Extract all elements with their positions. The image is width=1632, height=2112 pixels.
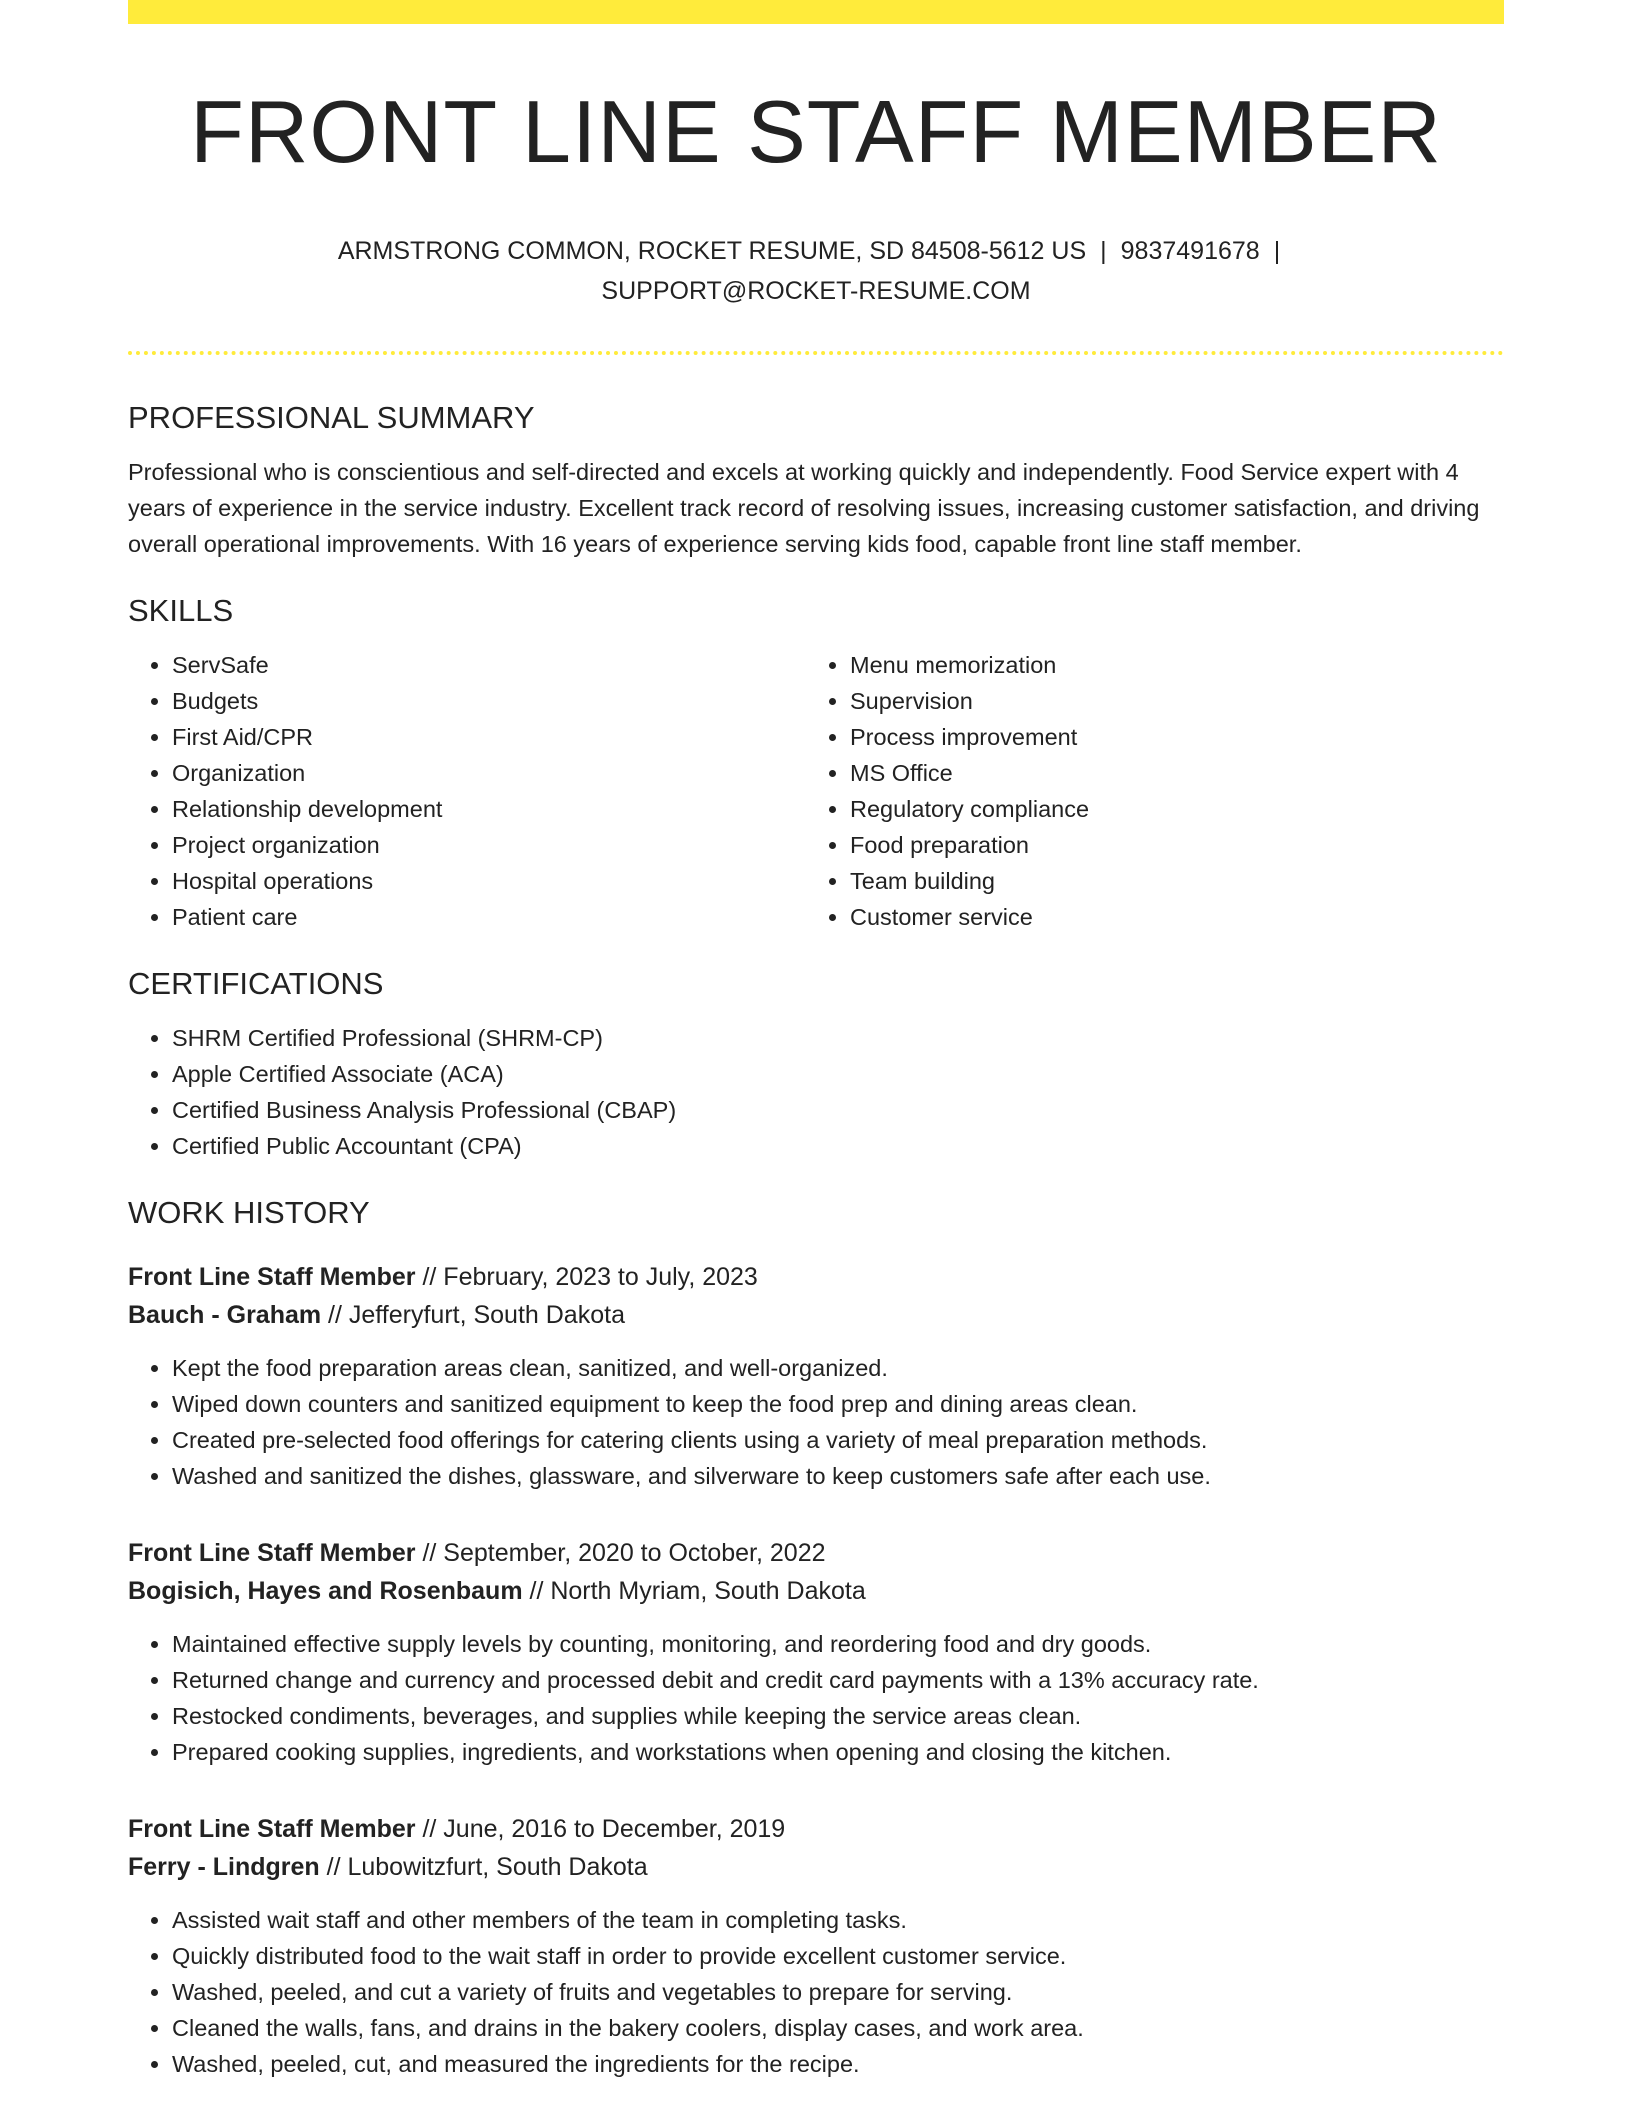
job-title: Front Line Staff Member xyxy=(128,1814,416,1843)
job-location: // Jefferyfurt, South Dakota xyxy=(321,1300,625,1329)
job-location: // North Myriam, South Dakota xyxy=(522,1576,866,1605)
job-bullet: • Quickly distributed food to the wait staff in order to provide excellent customer service. xyxy=(172,1938,1504,1974)
job-bullet: • Assisted wait staff and other members of the team in completing tasks. xyxy=(172,1902,1504,1938)
skills-heading: SKILLS xyxy=(128,592,234,628)
skill-item: • MS Office xyxy=(850,755,1484,791)
job-bullet: • Washed, peeled, cut, and measured the ingredients for the recipe. xyxy=(172,2046,1504,2082)
job-title: Front Line Staff Member xyxy=(128,1262,416,1291)
job-bullet: • Wiped down counters and sanitized equipment to keep the food prep and dining areas clean. xyxy=(172,1386,1504,1422)
skill-item: • Supervision xyxy=(850,683,1484,719)
skill-item: • Regulatory compliance xyxy=(850,791,1484,827)
skill-item: • Budgets xyxy=(172,683,806,719)
job-bullet: • Washed and sanitized the dishes, glassware, and silverware to keep customers safe after each use. xyxy=(172,1458,1504,1494)
contact-separator: | xyxy=(1273,236,1281,265)
job-bullet: • Prepared cooking supplies, ingredients, and workstations when opening and closing the kitchen. xyxy=(172,1734,1504,1770)
skills-list-right xyxy=(806,647,1484,935)
job-company-line xyxy=(128,1848,1504,1886)
job-bullets xyxy=(128,1626,1504,1770)
skill-item: • Team building xyxy=(850,863,1484,899)
job-entry xyxy=(128,1810,1504,2082)
job-bullet: • Restocked condiments, beverages, and supplies while keeping the service areas clean. xyxy=(172,1698,1504,1734)
certification-item: • Apple Certified Associate (ACA) xyxy=(172,1056,1504,1092)
skills-grid xyxy=(128,647,1504,935)
job-entry xyxy=(128,1534,1504,1770)
email: SUPPORT@ROCKET-RESUME.COM xyxy=(601,276,1031,305)
job-bullet: • Created pre-selected food offerings for catering clients using a variety of meal preparation methods. xyxy=(172,1422,1504,1458)
job-title-line xyxy=(128,1258,1504,1296)
job-company: Bogisich, Hayes and Rosenbaum xyxy=(128,1576,523,1605)
summary-text: Professional who is conscientious and self-directed and excels at working quickly and independently. Food Service expert with 4 years of experience in the service industry. Excellent track record of resolving issues, increasing customer satisfaction, and driving overall operational improvements. With 16 years of experience serving kids food, capable front line staff member. xyxy=(128,458,1480,557)
job-dates: // June, 2016 to December, 2019 xyxy=(415,1814,786,1843)
skill-item: • Patient care xyxy=(172,899,806,935)
skill-item: • Food preparation xyxy=(850,827,1484,863)
certifications-list xyxy=(128,1020,1504,1164)
job-bullet: • Kept the food preparation areas clean, sanitized, and well-organized. xyxy=(172,1350,1504,1386)
job-title-line xyxy=(128,1810,1504,1848)
job-bullets xyxy=(128,1902,1504,2082)
accent-top-bar xyxy=(128,0,1504,24)
certifications-section xyxy=(128,965,1504,1164)
contact-separator: | xyxy=(1100,236,1107,265)
summary-heading: PROFESSIONAL SUMMARY xyxy=(128,399,535,435)
job-company: Ferry - Lindgren xyxy=(128,1852,320,1881)
skills-section xyxy=(128,592,1504,935)
skill-item: • Organization xyxy=(172,755,806,791)
job-bullets xyxy=(128,1350,1504,1494)
job-company: Bauch - Graham xyxy=(128,1300,322,1329)
contact-info xyxy=(128,231,1504,311)
work-history-heading: WORK HISTORY xyxy=(128,1195,370,1231)
dotted-divider xyxy=(128,351,1504,355)
job-bullet: • Maintained effective supply levels by counting, monitoring, and reordering food and dry goods. xyxy=(172,1626,1504,1662)
job-dates: // September, 2020 to October, 2022 xyxy=(415,1538,826,1567)
skill-item: • Project organization xyxy=(172,827,806,863)
certifications-heading: CERTIFICATIONS xyxy=(128,966,384,1002)
address: ARMSTRONG COMMON, ROCKET RESUME, SD 84508-5612 US xyxy=(337,236,1087,265)
skill-item: • Customer service xyxy=(850,899,1484,935)
certification-item: • Certified Public Accountant (CPA) xyxy=(172,1128,1504,1164)
job-title-line xyxy=(128,1534,1504,1572)
certification-item: • SHRM Certified Professional (SHRM-CP) xyxy=(172,1020,1504,1056)
skill-item: • Menu memorization xyxy=(850,647,1484,683)
skills-list-left xyxy=(128,647,806,935)
candidate-name: FRONT LINE STAFF MEMBER xyxy=(190,82,1442,181)
job-entry xyxy=(128,1258,1504,1494)
job-bullet: • Returned change and currency and processed debit and credit card payments with a 13% accuracy rate. xyxy=(172,1662,1504,1698)
skill-item: • First Aid/CPR xyxy=(172,719,806,755)
phone: 9837491678 xyxy=(1120,236,1260,265)
job-company-line xyxy=(128,1572,1504,1610)
job-dates: // February, 2023 to July, 2023 xyxy=(415,1262,758,1291)
skill-item: • ServSafe xyxy=(172,647,806,683)
job-title: Front Line Staff Member xyxy=(128,1538,416,1567)
work-history-section xyxy=(128,1194,1504,2081)
skill-item: • Hospital operations xyxy=(172,863,806,899)
summary-section xyxy=(128,399,1504,562)
resume-page xyxy=(128,0,1504,2082)
job-company-line xyxy=(128,1296,1504,1334)
job-bullet: • Cleaned the walls, fans, and drains in the bakery coolers, display cases, and work area. xyxy=(172,2010,1504,2046)
skill-item: • Process improvement xyxy=(850,719,1484,755)
job-location: // Lubowitzfurt, South Dakota xyxy=(319,1852,648,1881)
job-bullet: • Washed, peeled, and cut a variety of fruits and vegetables to prepare for serving. xyxy=(172,1974,1504,2010)
skill-item: • Relationship development xyxy=(172,791,806,827)
certification-item: • Certified Business Analysis Professional (CBAP) xyxy=(172,1092,1504,1128)
